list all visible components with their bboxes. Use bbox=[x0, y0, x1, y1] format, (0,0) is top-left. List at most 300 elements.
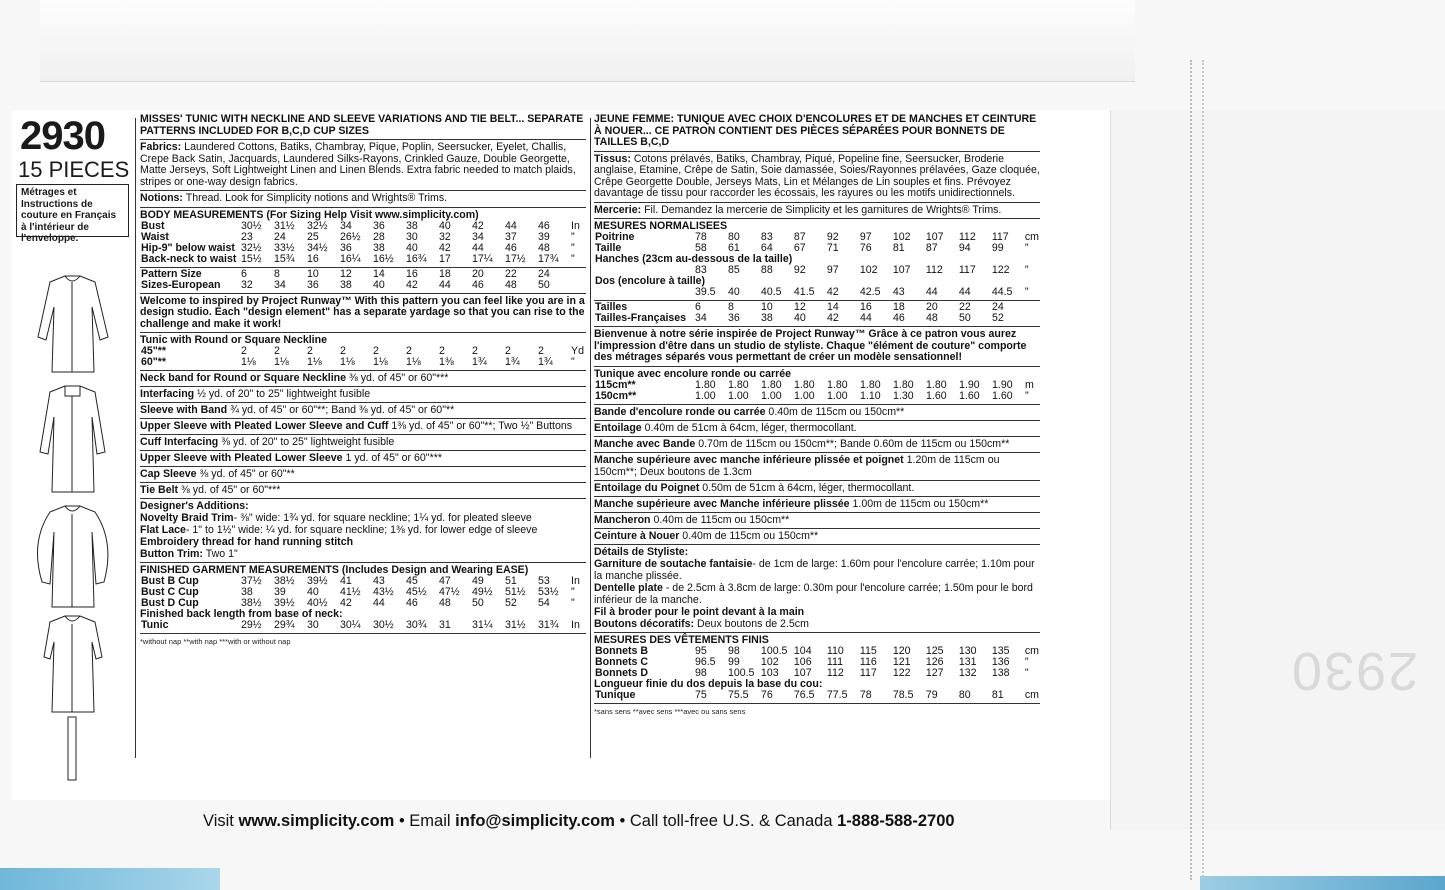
item-text: - de 1cm de large: 1.60m pour l'encolure carrée; 1.10m pour la manche plissée. bbox=[594, 557, 1035, 582]
table-cell: 1¾ bbox=[505, 356, 520, 368]
english-footnotes: *without nap **with nap ***with or without nap bbox=[140, 637, 291, 646]
unit-cell: " bbox=[1024, 286, 1029, 298]
table-cell: 44 bbox=[860, 312, 872, 324]
table-row bbox=[140, 221, 586, 232]
french-tunic-yardage bbox=[594, 367, 1040, 405]
table-cell: 102 bbox=[859, 264, 878, 276]
item-text: 0.40m de 115cm ou 150cm** bbox=[679, 529, 819, 542]
list-item bbox=[140, 548, 586, 560]
list-item bbox=[594, 529, 1040, 545]
unit-cell bbox=[570, 269, 586, 280]
table-row-label bbox=[594, 276, 1040, 287]
item-label: Ceinture à Nouer bbox=[594, 529, 680, 542]
table-cell: 2 bbox=[307, 345, 313, 357]
table-cell: 1.30 bbox=[893, 389, 914, 402]
row-label: 150cm** bbox=[595, 389, 637, 402]
item-label: Novelty Braid Trim bbox=[140, 512, 234, 524]
table-cell: 16¾ bbox=[406, 252, 427, 265]
table-cell: 81 bbox=[991, 688, 1004, 701]
table-cell: 16¼ bbox=[340, 252, 361, 265]
table-cell: 1.80 bbox=[926, 378, 947, 391]
english-body-measurements bbox=[140, 208, 586, 268]
table-cell: 45 bbox=[406, 575, 418, 587]
row-label: Bonnets B bbox=[595, 644, 648, 657]
list-item bbox=[594, 558, 1040, 582]
phone-number[interactable]: 1-888-588-2700 bbox=[837, 812, 955, 830]
item-label: Manche supérieure avec manche inférieure plissée et poignet bbox=[594, 453, 904, 466]
table-row bbox=[140, 587, 586, 598]
table-cell: 1⅛ bbox=[274, 356, 289, 368]
table-cell: 117 bbox=[958, 264, 976, 276]
table-cell: 46 bbox=[406, 597, 418, 609]
table-cell: 102 bbox=[892, 231, 911, 243]
row-label: Bust bbox=[141, 219, 165, 232]
list-item bbox=[140, 536, 586, 548]
table-cell: 25 bbox=[307, 230, 319, 243]
row-label bbox=[594, 287, 694, 298]
unit-cell: In bbox=[571, 219, 580, 232]
faded-pattern-number: 2930 bbox=[1290, 641, 1419, 701]
french-body-measurements bbox=[594, 219, 1040, 301]
table-cell: 24 bbox=[274, 230, 286, 243]
list-item bbox=[594, 481, 1040, 497]
table-cell: 28 bbox=[373, 230, 385, 243]
french-column bbox=[594, 114, 1040, 716]
row-label: Bust B Cup bbox=[141, 575, 199, 587]
table-row bbox=[594, 232, 1040, 243]
list-item bbox=[594, 582, 1040, 606]
table-cell: 38 bbox=[406, 219, 418, 232]
body-measurements-title: BODY MEASUREMENTS (For Sizing Help Visit www.simplicity.com) bbox=[140, 208, 479, 221]
table-cell: 36 bbox=[728, 312, 740, 324]
item-label: Cuff Interfacing bbox=[140, 436, 219, 448]
row-label: Tunique bbox=[595, 688, 636, 701]
french-sizes bbox=[594, 301, 1040, 327]
unit-cell: In bbox=[571, 575, 580, 587]
table-cell: 38 bbox=[241, 586, 253, 598]
item-label: Entoilage du Poignet bbox=[594, 481, 700, 494]
item-text: 1.20m de 115cm ou 150cm**; Deux boutons de 1.3cm bbox=[594, 453, 1000, 478]
english-designer-additions bbox=[140, 499, 586, 563]
table-cell: 42 bbox=[439, 241, 451, 254]
table-cell: 111 bbox=[826, 655, 843, 668]
row-label: Tunic bbox=[141, 619, 169, 631]
table-cell: 47 bbox=[439, 575, 451, 587]
table-cell: 78.5 bbox=[892, 688, 914, 701]
list-item bbox=[140, 419, 586, 435]
table-cell: 31½ bbox=[274, 219, 295, 232]
list-item bbox=[594, 497, 1040, 513]
table-row bbox=[140, 232, 586, 243]
list-item bbox=[140, 387, 586, 403]
table-cell: 44 bbox=[958, 286, 971, 298]
table-cell: 1⅛ bbox=[406, 356, 421, 368]
table-cell: 39.5 bbox=[694, 286, 716, 298]
table-row bbox=[140, 269, 586, 280]
table-cell: 36 bbox=[373, 219, 385, 232]
garment-sketches bbox=[20, 262, 125, 782]
french-title: JEUNE FEMME: TUNIQUE AVEC CHOIX D'ENCOLURES ET DE MANCHES ET CEINTURE À NOUER... CE PATRON CONTIENT DES PIÈCES SÉPARÉES POUR BONNETS DE TAILLES B,C,D bbox=[594, 114, 1040, 152]
item-text: Two 1" bbox=[202, 548, 238, 560]
table-cell: 1.00 bbox=[827, 389, 848, 402]
english-tunic-yardage bbox=[140, 333, 586, 371]
english-fabrics: Fabrics: Laundered Cottons, Batiks, Chambray, Pique, Poplin, Seersucker, Eyelet, Challis, Crepe Back Satin, Jacquards, Laundered Silks-Rayons, Crinkled Gauze, Double Georgette, Matte Jerseys, Soft Lightweight Linen and Linen Blends. Extra fabric needed to match plaids, stripes or one-way design fabrics. bbox=[140, 140, 586, 191]
unit-cell: cm bbox=[1024, 644, 1039, 657]
table-cell: 42 bbox=[472, 219, 484, 232]
website-link[interactable]: www.simplicity.com bbox=[238, 812, 395, 830]
table-cell: 1.60 bbox=[959, 389, 980, 402]
size-table bbox=[594, 302, 1040, 324]
table-cell: 31 bbox=[439, 619, 451, 631]
table-cell: 15¾ bbox=[274, 252, 295, 265]
table-cell: 92 bbox=[793, 264, 806, 276]
table-cell: 1.80 bbox=[893, 378, 914, 391]
table-row bbox=[594, 391, 1040, 402]
table-cell: 126 bbox=[925, 655, 944, 668]
table-cell: 2 bbox=[472, 345, 478, 357]
table-cell: 2 bbox=[538, 345, 544, 357]
french-instructions-box: Métrages et Instructions de couture en Français à l'intérieur de l'enveloppe. bbox=[16, 184, 129, 237]
table-cell: 41 bbox=[340, 575, 352, 587]
table-cell: 39 bbox=[538, 230, 550, 243]
unit-cell: " bbox=[571, 241, 575, 254]
table-cell: 29½ bbox=[241, 619, 262, 631]
table-cell: 16 bbox=[406, 267, 418, 280]
email-link[interactable]: info@simplicity.com bbox=[455, 812, 615, 830]
table-cell: 31¾ bbox=[538, 619, 559, 631]
finished-title: FINISHED GARMENT MEASUREMENTS (Includes Design and Wearing EASE) bbox=[140, 564, 529, 576]
table-cell: 38 bbox=[761, 312, 773, 324]
list-item bbox=[594, 437, 1040, 453]
table-cell: 1.10 bbox=[860, 389, 881, 402]
item-text: - ⅜" wide: 1¾ yd. for square neckline; 1¼ yd. for pleated sleeve bbox=[233, 512, 532, 524]
table-cell: 78 bbox=[694, 231, 707, 243]
list-item bbox=[594, 513, 1040, 529]
list-item bbox=[140, 371, 586, 387]
table-cell: 40½ bbox=[307, 597, 328, 609]
list-item bbox=[140, 524, 586, 536]
table-cell: 78 bbox=[859, 688, 872, 701]
unit-cell: " bbox=[571, 356, 575, 368]
table-cell: 80 bbox=[727, 231, 740, 243]
unit-cell bbox=[570, 280, 586, 291]
table-cell: 42 bbox=[826, 286, 839, 298]
table-cell: 37 bbox=[505, 230, 517, 243]
unit-cell: " bbox=[571, 597, 575, 609]
table-cell: 100.5 bbox=[760, 644, 788, 657]
item-text: ⅜ yd. of 45" or 60"** bbox=[196, 468, 295, 480]
table-cell: 76 bbox=[859, 242, 872, 254]
table-cell: 17¼ bbox=[472, 252, 493, 265]
table-cell: 125 bbox=[925, 644, 944, 657]
table-cell: 122 bbox=[991, 264, 1010, 276]
table-cell: 46 bbox=[538, 219, 550, 232]
table-cell: 17½ bbox=[505, 252, 526, 265]
table-cell: 32 bbox=[439, 230, 451, 243]
item-text: 1 yd. of 45" or 60"*** bbox=[342, 452, 442, 464]
table-cell: 96.5 bbox=[694, 655, 716, 668]
table-cell: 41½ bbox=[340, 586, 361, 598]
table-cell: 1.80 bbox=[794, 378, 815, 391]
table-cell: 99 bbox=[991, 242, 1004, 254]
blue-edge-right bbox=[1200, 876, 1445, 890]
table-cell: 34 bbox=[340, 219, 352, 232]
table-cell: 51 bbox=[505, 575, 517, 587]
table-cell: 32 bbox=[241, 278, 253, 291]
table-cell: 1.90 bbox=[959, 378, 980, 391]
unit-cell bbox=[1024, 302, 1040, 313]
table-cell: 81 bbox=[892, 242, 905, 254]
column-divider-middle bbox=[590, 118, 591, 758]
item-label: Neck band for Round or Square Neckline bbox=[140, 372, 347, 384]
table-cell: 132 bbox=[958, 666, 977, 679]
table-cell: 1.60 bbox=[992, 389, 1013, 402]
row-label: Hip-9" below waist bbox=[141, 241, 235, 254]
item-label: Boutons décoratifs: bbox=[594, 617, 695, 630]
table-cell: 1¾ bbox=[538, 356, 553, 368]
unit-cell: Yd bbox=[571, 345, 584, 357]
item-label: Upper Sleeve with Pleated Lower Sleeve and Cuff bbox=[140, 420, 389, 432]
table-cell: 41.5 bbox=[793, 286, 815, 298]
table-cell: 37½ bbox=[241, 575, 262, 587]
finished-table bbox=[140, 576, 586, 609]
english-title: MISSES' TUNIC WITH NECKLINE AND SLEEVE VARIATIONS AND TIE BELT... SEPARATE PATTERNS INCLUDED FOR B,C,D CUP SIZES bbox=[140, 114, 586, 140]
pattern-number: 2930 bbox=[20, 114, 105, 158]
table-cell: 53½ bbox=[538, 586, 559, 598]
table-cell: 110 bbox=[826, 644, 844, 657]
table-cell: 116 bbox=[859, 655, 877, 668]
table-row bbox=[594, 657, 1040, 668]
table-cell: 32½ bbox=[307, 219, 328, 232]
table-cell: 49½ bbox=[472, 586, 493, 598]
designer-title: Détails de Styliste: bbox=[594, 545, 689, 558]
row-label: 115cm** bbox=[595, 378, 636, 391]
table-cell: 1⅛ bbox=[307, 356, 322, 368]
table-cell: 49 bbox=[472, 575, 484, 587]
table-cell: 1.90 bbox=[992, 378, 1013, 391]
table-cell: 58 bbox=[694, 242, 707, 254]
table-cell: 34 bbox=[695, 312, 707, 324]
table-cell: 1⅛ bbox=[340, 356, 355, 368]
table-cell: 44 bbox=[925, 286, 938, 298]
table-cell: 1.00 bbox=[728, 389, 749, 402]
table-row bbox=[594, 287, 1040, 298]
item-label: Manche supérieure avec Manche inférieure plissée bbox=[594, 497, 850, 510]
table-cell: 77.5 bbox=[826, 688, 848, 701]
unit-cell: " bbox=[1024, 264, 1029, 276]
table-cell: 2 bbox=[505, 345, 511, 357]
envelope-seal-edge bbox=[1190, 60, 1204, 880]
item-label: Entoilage bbox=[594, 421, 642, 434]
table-cell: 38 bbox=[373, 241, 385, 254]
item-text: ¾ yd. of 45" or 60"**; Band ⅜ yd. of 45" or 60"** bbox=[227, 404, 455, 416]
table-cell: 47½ bbox=[439, 586, 460, 598]
item-text: 0.40m de 51cm à 64cm, léger, thermocollant. bbox=[641, 421, 857, 434]
list-item bbox=[140, 435, 586, 451]
table-cell: 52 bbox=[992, 312, 1004, 324]
table-cell: 2 bbox=[241, 345, 247, 357]
item-text: ⅜ yd. of 45" or 60"*** bbox=[346, 372, 449, 384]
english-column bbox=[140, 114, 586, 646]
unit-cell: " bbox=[1024, 666, 1029, 679]
list-item bbox=[140, 451, 586, 467]
unit-cell: In bbox=[571, 619, 580, 631]
body-measurements-table bbox=[140, 221, 586, 265]
table-cell: 136 bbox=[991, 655, 1010, 668]
table-cell: 54 bbox=[538, 597, 550, 609]
table-cell: 98 bbox=[727, 644, 740, 657]
table-row bbox=[140, 620, 586, 631]
email-label: • Email bbox=[398, 812, 451, 830]
table-cell: 44 bbox=[373, 597, 385, 609]
item-label: Garniture de soutache fantaisie bbox=[594, 557, 753, 570]
table-cell: 103 bbox=[760, 666, 779, 679]
table-cell: 50 bbox=[959, 312, 971, 324]
table-row bbox=[140, 254, 586, 265]
table-cell: 1.00 bbox=[794, 389, 815, 402]
item-label: Tie Belt bbox=[140, 484, 179, 496]
table-cell: 26½ bbox=[340, 230, 361, 243]
table-cell: 33½ bbox=[274, 241, 295, 254]
envelope-right-flap bbox=[1110, 110, 1445, 830]
table-cell: 2 bbox=[373, 345, 379, 357]
list-item bbox=[140, 467, 586, 483]
item-text: ⅜ yd. of 45" or 60"*** bbox=[178, 484, 281, 496]
table-cell: 87 bbox=[925, 242, 938, 254]
unit-cell: " bbox=[571, 230, 575, 243]
tunic-length-table bbox=[140, 620, 586, 631]
table-cell: 117 bbox=[991, 231, 1009, 243]
table-cell: 1.80 bbox=[860, 378, 881, 391]
table-cell: 38½ bbox=[274, 575, 295, 587]
table-cell: 30¼ bbox=[340, 619, 361, 631]
french-welcome: Bienvenue à notre série inspirée de Project Runway™ Grâce à ce patron vous aurez l'impression d'être dans un studio de styliste. Chaque "élément de couture" comporte des métrages séparés vous permettant de créer un modèle sensationnel! bbox=[594, 327, 1040, 367]
table-cell: 97 bbox=[859, 231, 872, 243]
table-cell: 45½ bbox=[406, 586, 427, 598]
row-label: Bonnets D bbox=[595, 666, 648, 679]
table-cell: 1¾ bbox=[472, 356, 487, 368]
table-cell: 48 bbox=[926, 312, 938, 324]
table-cell: 1⅛ bbox=[241, 356, 256, 368]
table-cell: 24 bbox=[992, 301, 1004, 313]
item-text: 1⅜ yd. of 45" or 60"**; Two ½" Buttons bbox=[388, 420, 573, 432]
item-text: 1.00m de 115cm ou 150cm** bbox=[849, 497, 989, 510]
table-cell: 95 bbox=[694, 644, 707, 657]
table-cell: 30¾ bbox=[406, 619, 427, 631]
row-label: Taille bbox=[595, 242, 622, 254]
table-cell: 24 bbox=[538, 267, 550, 280]
table-cell: 1.00 bbox=[761, 389, 782, 402]
table-cell: 14 bbox=[373, 267, 385, 280]
body-measurements-title: MESURES NORMALISEES bbox=[594, 220, 728, 232]
table-cell: 40 bbox=[373, 278, 385, 291]
table-cell: 34 bbox=[472, 230, 484, 243]
table-row bbox=[594, 668, 1040, 679]
table-cell: 38½ bbox=[241, 597, 262, 609]
table-cell: 40 bbox=[439, 219, 451, 232]
row-label: 60"** bbox=[141, 356, 167, 368]
table-cell: 131 bbox=[958, 655, 977, 668]
table-cell: 15½ bbox=[241, 252, 262, 265]
english-finished-measurements bbox=[140, 563, 586, 634]
table-cell: 38 bbox=[340, 278, 352, 291]
tunic-title: Tunique avec encolure ronde ou carrée bbox=[594, 367, 792, 380]
back-length-label: Longueur finie du dos depuis la base du cou: bbox=[594, 677, 823, 690]
table-cell: 2 bbox=[340, 345, 346, 357]
unit-cell: cm bbox=[1024, 688, 1039, 701]
table-cell: 120 bbox=[892, 644, 911, 657]
blue-edge-left bbox=[0, 868, 220, 890]
table-cell: 1.80 bbox=[761, 378, 782, 391]
list-item bbox=[594, 405, 1040, 421]
table-cell: 92 bbox=[826, 231, 839, 243]
table-cell: 44 bbox=[505, 219, 517, 232]
table-cell: 2 bbox=[406, 345, 412, 357]
list-item bbox=[594, 606, 1040, 618]
table-cell: 130 bbox=[958, 644, 977, 657]
item-text: - de 2.5cm à 3.8cm de large: 0.30m pour l'encolure carrée; 1.50m pour le bord inférieur de la manche. bbox=[594, 581, 1033, 606]
table-cell: 98 bbox=[694, 666, 707, 679]
english-notions: Notions: Thread. Look for Simplicity notions and Wrights® Trims. bbox=[140, 191, 586, 208]
item-text: 0.40m de 115cm ou 150cm** bbox=[765, 405, 905, 418]
table-row bbox=[140, 280, 586, 291]
table-cell: 46 bbox=[505, 241, 517, 254]
table-cell: 1⅜ bbox=[439, 356, 454, 368]
table-cell: 1.00 bbox=[695, 389, 716, 402]
list-item bbox=[594, 618, 1040, 630]
column-divider-left bbox=[135, 118, 136, 758]
unit-cell: " bbox=[571, 586, 575, 598]
table-cell: 39 bbox=[274, 586, 286, 598]
table-cell: 6 bbox=[241, 267, 247, 280]
table-cell: 94 bbox=[958, 242, 971, 254]
table-cell: 1.80 bbox=[728, 378, 749, 391]
table-cell: 42.5 bbox=[859, 286, 881, 298]
row-label: Tailles-Françaises bbox=[595, 312, 687, 324]
french-yardage-items bbox=[594, 405, 1040, 545]
unit-cell: " bbox=[1024, 655, 1029, 668]
row-label: Poitrine bbox=[595, 231, 635, 243]
table-cell: 43½ bbox=[373, 586, 394, 598]
french-fabrics: Tissus: Cotons prélavés, Batiks, Chambray, Piqué, Popeline fine, Seersucker, Broderie anglaise, Etamine, Crêpe de Satin, Soie damassée, Soies/Rayonnes prélavées, Gaze cloquée, Crêpe Georgette Double, Jerseys Mats, Lin et Mélanges de Lin souples et fins. Prévoyez davantage de tissu pour raccorder les écossais, les rayures ou les motifs unidirectionnels. bbox=[594, 152, 1040, 203]
item-label: Mancheron bbox=[594, 513, 651, 526]
table-cell: 39½ bbox=[274, 597, 295, 609]
item-label: Bande d'encolure ronde ou carrée bbox=[594, 405, 766, 418]
table-cell: 112 bbox=[826, 666, 844, 679]
size-table bbox=[140, 269, 586, 291]
table-cell: 107 bbox=[793, 666, 812, 679]
row-label: Sizes-European bbox=[141, 278, 221, 291]
table-cell: 121 bbox=[892, 655, 911, 668]
table-cell: 107 bbox=[892, 264, 911, 276]
table-cell: 112 bbox=[958, 231, 976, 243]
table-cell: 97 bbox=[826, 264, 839, 276]
contact-footer bbox=[203, 812, 955, 831]
table-cell: 102 bbox=[760, 655, 779, 668]
table-row bbox=[594, 380, 1040, 391]
finished-title: MESURES DES VÊTEMENTS FINIS bbox=[594, 633, 769, 646]
table-cell: 30½ bbox=[373, 619, 394, 631]
table-cell: 52 bbox=[505, 597, 517, 609]
table-cell: 31¼ bbox=[472, 619, 493, 631]
table-cell: 104 bbox=[793, 644, 812, 657]
item-text: 0.40m de 115cm ou 150cm** bbox=[650, 513, 790, 526]
table-cell: 12 bbox=[794, 301, 806, 313]
table-cell: 39½ bbox=[307, 575, 328, 587]
table-cell: 42 bbox=[406, 278, 418, 291]
french-finished-measurements bbox=[594, 633, 1040, 704]
table-row bbox=[140, 357, 586, 368]
